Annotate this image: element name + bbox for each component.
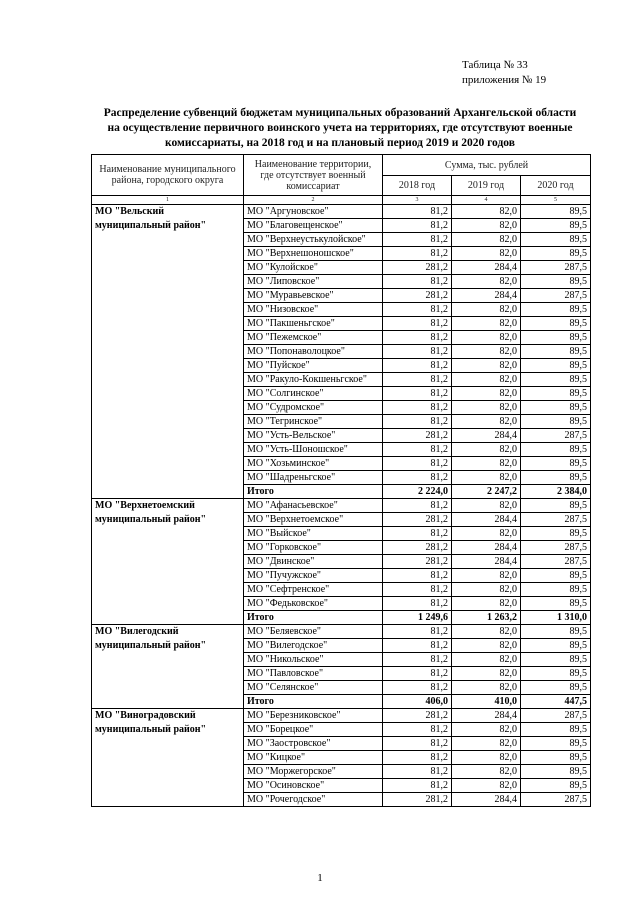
value-2019: 82,0: [452, 737, 521, 751]
total-2019: 1 263,2: [452, 611, 521, 625]
value-2018: 81,2: [383, 625, 452, 639]
column-index: 3: [383, 196, 452, 205]
value-2018: 81,2: [383, 373, 452, 387]
value-2020: 287,5: [521, 513, 591, 527]
value-2019: 82,0: [452, 569, 521, 583]
value-2019: 82,0: [452, 443, 521, 457]
total-2018: 406,0: [383, 695, 452, 709]
value-2018: 81,2: [383, 275, 452, 289]
territory-name: МО "Усть-Шоношское": [244, 443, 383, 457]
value-2019: 82,0: [452, 681, 521, 695]
value-2020: 89,5: [521, 443, 591, 457]
value-2019: 82,0: [452, 751, 521, 765]
value-2018: 81,2: [383, 331, 452, 345]
value-2018: 81,2: [383, 779, 452, 793]
value-2019: 82,0: [452, 597, 521, 611]
title-line-3: комиссариаты, на 2018 год и на плановый период 2019 и 2020 годов: [165, 137, 515, 149]
value-2018: 81,2: [383, 415, 452, 429]
value-2019: 82,0: [452, 401, 521, 415]
column-header-sum: Сумма, тыс. рублей: [383, 155, 591, 176]
value-2020: 89,5: [521, 569, 591, 583]
subsidy-table: [91, 154, 591, 807]
value-2018: 81,2: [383, 317, 452, 331]
title-line-1: Распределение субвенций бюджетам муниципальных образований Архангельской области: [103, 107, 577, 119]
value-2019: 82,0: [452, 471, 521, 485]
value-2020: 89,5: [521, 471, 591, 485]
value-2018: 81,2: [383, 639, 452, 653]
value-2019: 82,0: [452, 457, 521, 471]
value-2018: 81,2: [383, 205, 452, 219]
table-row: [92, 499, 591, 513]
value-2019: 82,0: [452, 233, 521, 247]
value-2018: 81,2: [383, 765, 452, 779]
territory-name: МО "Липовское": [244, 275, 383, 289]
page-number: 1: [317, 872, 323, 884]
column-header-territory: Наименование территории, где отсутствует военный комиссариат: [244, 155, 383, 196]
territory-name: МО "Двинское": [244, 555, 383, 569]
territory-name: МО "Солгинское": [244, 387, 383, 401]
territory-name: МО "Низовское": [244, 303, 383, 317]
total-2018: 2 224,0: [383, 485, 452, 499]
value-2018: 81,2: [383, 583, 452, 597]
value-2019: 82,0: [452, 345, 521, 359]
value-2018: 281,2: [383, 793, 452, 807]
value-2019: 284,4: [452, 513, 521, 527]
value-2020: 89,5: [521, 779, 591, 793]
territory-name: МО "Селянское": [244, 681, 383, 695]
territory-name: МО "Шадреньгское": [244, 471, 383, 485]
value-2019: 284,4: [452, 793, 521, 807]
territory-name: МО "Выйское": [244, 527, 383, 541]
value-2020: 89,5: [521, 667, 591, 681]
territory-name: МО "Пучужское": [244, 569, 383, 583]
district-name: МО "Вельский муниципальный район": [92, 205, 244, 499]
column-header-2018: 2018 год: [383, 176, 452, 196]
column-header-district: Наименование муниципального района, городского округа: [92, 155, 244, 196]
value-2018: 281,2: [383, 429, 452, 443]
value-2018: 81,2: [383, 471, 452, 485]
value-2020: 287,5: [521, 289, 591, 303]
value-2020: 89,5: [521, 275, 591, 289]
value-2019: 284,4: [452, 541, 521, 555]
column-index: 1: [92, 196, 244, 205]
value-2020: 89,5: [521, 401, 591, 415]
table-row: [92, 709, 591, 723]
table-number: Таблица № 33: [462, 59, 528, 71]
value-2018: 81,2: [383, 499, 452, 513]
value-2018: 281,2: [383, 555, 452, 569]
value-2020: 89,5: [521, 359, 591, 373]
value-2020: 89,5: [521, 639, 591, 653]
value-2019: 82,0: [452, 765, 521, 779]
value-2019: 284,4: [452, 709, 521, 723]
column-index: 5: [521, 196, 591, 205]
territory-name: МО "Моржегорское": [244, 765, 383, 779]
territory-name: МО "Попонаволоцкое": [244, 345, 383, 359]
value-2018: 81,2: [383, 401, 452, 415]
value-2019: 82,0: [452, 317, 521, 331]
territory-name: МО "Аргуновское": [244, 205, 383, 219]
value-2019: 284,4: [452, 289, 521, 303]
territory-name: МО "Тегринское": [244, 415, 383, 429]
value-2018: 281,2: [383, 709, 452, 723]
table-row: [92, 205, 591, 219]
territory-name: МО "Верхнетоемское": [244, 513, 383, 527]
value-2018: 81,2: [383, 457, 452, 471]
territory-name: МО "Усть-Вельское": [244, 429, 383, 443]
value-2019: 82,0: [452, 275, 521, 289]
territory-name: МО "Пакшеньгское": [244, 317, 383, 331]
total-2018: 1 249,6: [383, 611, 452, 625]
value-2020: 89,5: [521, 345, 591, 359]
district-name: МО "Верхнетоемский муниципальный район": [92, 499, 244, 625]
value-2019: 82,0: [452, 667, 521, 681]
value-2020: 89,5: [521, 415, 591, 429]
value-2020: 287,5: [521, 793, 591, 807]
value-2019: 82,0: [452, 219, 521, 233]
value-2020: 89,5: [521, 331, 591, 345]
value-2020: 89,5: [521, 527, 591, 541]
value-2019: 82,0: [452, 625, 521, 639]
value-2019: 82,0: [452, 247, 521, 261]
value-2019: 82,0: [452, 653, 521, 667]
territory-name: МО "Федьковское": [244, 597, 383, 611]
total-label: Итого: [244, 695, 383, 709]
total-2019: 410,0: [452, 695, 521, 709]
territory-name: МО "Кулойское": [244, 261, 383, 275]
value-2020: 287,5: [521, 541, 591, 555]
value-2020: 89,5: [521, 597, 591, 611]
value-2020: 287,5: [521, 709, 591, 723]
value-2018: 81,2: [383, 751, 452, 765]
territory-name: МО "Пуйское": [244, 359, 383, 373]
value-2020: 287,5: [521, 429, 591, 443]
value-2020: 89,5: [521, 303, 591, 317]
total-label: Итого: [244, 611, 383, 625]
value-2020: 89,5: [521, 219, 591, 233]
value-2018: 81,2: [383, 247, 452, 261]
value-2019: 82,0: [452, 779, 521, 793]
territory-name: МО "Горковское": [244, 541, 383, 555]
value-2018: 81,2: [383, 597, 452, 611]
column-header-2019: 2019 год: [452, 176, 521, 196]
value-2020: 89,5: [521, 751, 591, 765]
value-2020: 89,5: [521, 681, 591, 695]
value-2019: 82,0: [452, 583, 521, 597]
column-index: 4: [452, 196, 521, 205]
value-2018: 281,2: [383, 289, 452, 303]
territory-name: МО "Верхнешоношское": [244, 247, 383, 261]
value-2018: 81,2: [383, 681, 452, 695]
territory-name: МО "Заостровское": [244, 737, 383, 751]
value-2020: 89,5: [521, 625, 591, 639]
column-index: 2: [244, 196, 383, 205]
total-2019: 2 247,2: [452, 485, 521, 499]
value-2018: 81,2: [383, 219, 452, 233]
territory-name: МО "Пежемское": [244, 331, 383, 345]
table-reference: [462, 58, 546, 88]
value-2019: 82,0: [452, 303, 521, 317]
value-2019: 82,0: [452, 639, 521, 653]
appendix-reference: приложения № 19: [462, 74, 547, 86]
territory-name: МО "Муравьевское": [244, 289, 383, 303]
value-2018: 81,2: [383, 345, 452, 359]
value-2019: 82,0: [452, 359, 521, 373]
value-2020: 89,5: [521, 457, 591, 471]
value-2019: 284,4: [452, 555, 521, 569]
value-2020: 287,5: [521, 261, 591, 275]
column-header-2020: 2020 год: [521, 176, 591, 196]
value-2020: 89,5: [521, 387, 591, 401]
value-2019: 284,4: [452, 261, 521, 275]
total-2020: 447,5: [521, 695, 591, 709]
territory-name: МО "Благовещенское": [244, 219, 383, 233]
value-2018: 81,2: [383, 233, 452, 247]
value-2018: 81,2: [383, 303, 452, 317]
territory-name: МО "Павловское": [244, 667, 383, 681]
value-2018: 281,2: [383, 261, 452, 275]
territory-name: МО "Вилегодское": [244, 639, 383, 653]
territory-name: МО "Осиновское": [244, 779, 383, 793]
value-2020: 89,5: [521, 653, 591, 667]
value-2020: 89,5: [521, 583, 591, 597]
territory-name: МО "Кицкое": [244, 751, 383, 765]
value-2020: 89,5: [521, 205, 591, 219]
value-2019: 82,0: [452, 205, 521, 219]
territory-name: МО "Борецкое": [244, 723, 383, 737]
value-2018: 81,2: [383, 653, 452, 667]
territory-name: МО "Никольское": [244, 653, 383, 667]
territory-name: МО "Верхнеустькулойское": [244, 233, 383, 247]
total-2020: 2 384,0: [521, 485, 591, 499]
value-2018: 281,2: [383, 513, 452, 527]
value-2020: 89,5: [521, 317, 591, 331]
territory-name: МО "Судромское": [244, 401, 383, 415]
value-2020: 89,5: [521, 723, 591, 737]
value-2018: 81,2: [383, 723, 452, 737]
value-2019: 82,0: [452, 499, 521, 513]
value-2020: 89,5: [521, 765, 591, 779]
value-2019: 82,0: [452, 373, 521, 387]
total-label: Итого: [244, 485, 383, 499]
value-2019: 82,0: [452, 415, 521, 429]
territory-name: МО "Ракуло-Кокшеньгское": [244, 373, 383, 387]
territory-name: МО "Афанасьевское": [244, 499, 383, 513]
territory-name: МО "Беляевское": [244, 625, 383, 639]
value-2018: 81,2: [383, 737, 452, 751]
value-2018: 81,2: [383, 359, 452, 373]
table-row: [92, 625, 591, 639]
value-2018: 81,2: [383, 569, 452, 583]
value-2020: 89,5: [521, 373, 591, 387]
title-line-2: на осуществление первичного воинского учета на территориях, где отсутствуют военные: [107, 122, 573, 134]
territory-name: МО "Рочегодское": [244, 793, 383, 807]
value-2019: 82,0: [452, 723, 521, 737]
value-2020: 287,5: [521, 555, 591, 569]
document-title: [90, 106, 590, 151]
value-2018: 81,2: [383, 387, 452, 401]
value-2020: 89,5: [521, 233, 591, 247]
value-2018: 81,2: [383, 667, 452, 681]
value-2019: 82,0: [452, 331, 521, 345]
value-2019: 82,0: [452, 527, 521, 541]
district-name: МО "Виноградовский муниципальный район": [92, 709, 244, 807]
value-2020: 89,5: [521, 499, 591, 513]
value-2019: 82,0: [452, 387, 521, 401]
territory-name: МО "Сефтренское": [244, 583, 383, 597]
value-2018: 281,2: [383, 541, 452, 555]
value-2018: 81,2: [383, 527, 452, 541]
district-name: МО "Вилегодский муниципальный район": [92, 625, 244, 709]
total-2020: 1 310,0: [521, 611, 591, 625]
value-2018: 81,2: [383, 443, 452, 457]
value-2020: 89,5: [521, 737, 591, 751]
territory-name: МО "Хозьминское": [244, 457, 383, 471]
territory-name: МО "Березниковское": [244, 709, 383, 723]
value-2019: 284,4: [452, 429, 521, 443]
value-2020: 89,5: [521, 247, 591, 261]
